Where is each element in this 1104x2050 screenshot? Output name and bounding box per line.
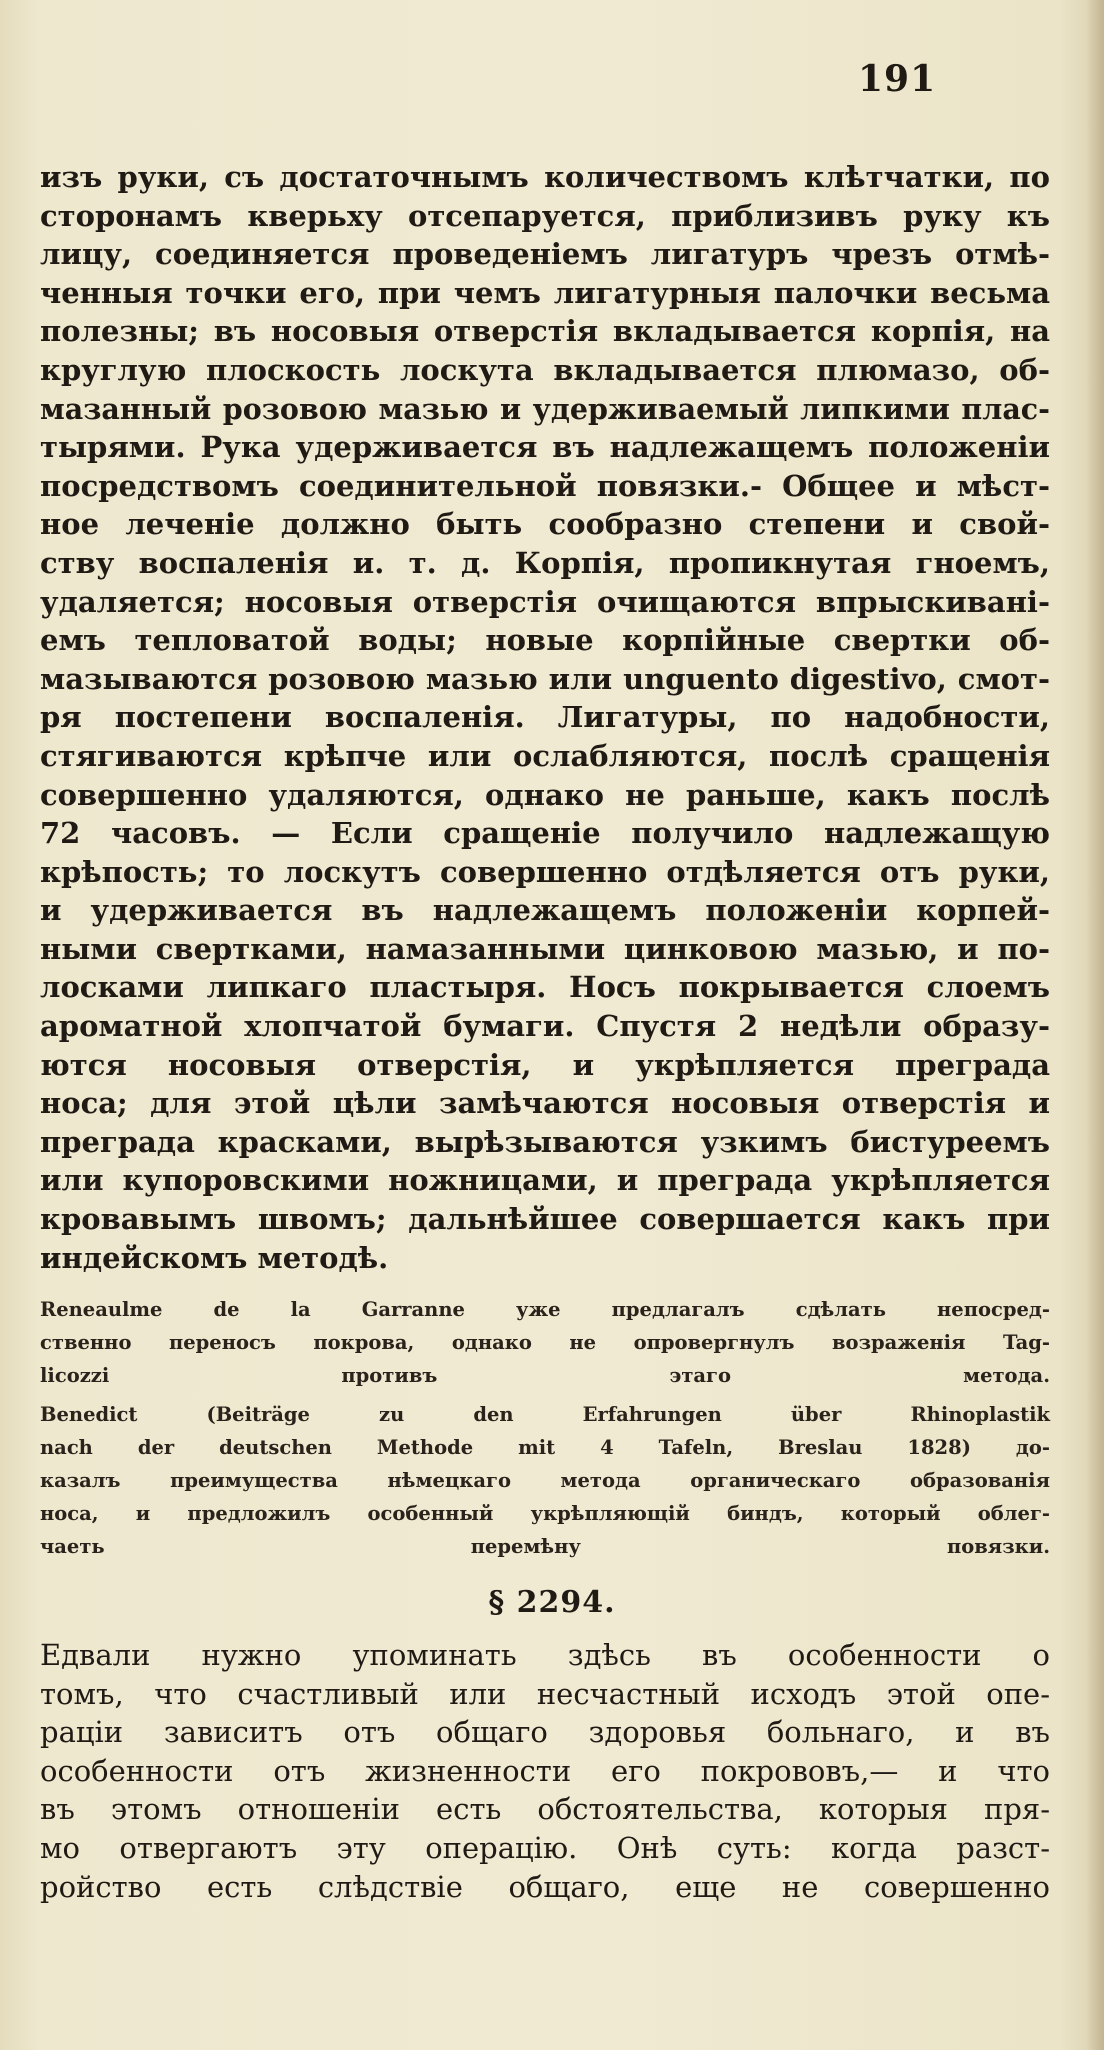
text-line: мазанный розовою мазью и удерживаемый липкими плас- xyxy=(40,391,1050,426)
text-line: кровавымъ швомъ; дальнѣйшее совершается какъ при xyxy=(40,1202,1050,1237)
section-title: § 2294. xyxy=(488,1585,616,1620)
text-line: ными свертками, намазанными цинковою мазью, и по- xyxy=(40,931,1050,966)
section-paragraph xyxy=(40,1636,1050,1906)
text-line: раціи зависитъ отъ общаго здоровья больнаго, и въ xyxy=(40,1715,1050,1750)
text-line: licozzi противъ этаго метода. xyxy=(40,1364,1050,1387)
text-line: ря постепени воспаленія. Лигатуры, по надобности, xyxy=(40,700,1050,735)
text-line: совершенно удаляются, однако не раньше, какъ послѣ xyxy=(40,777,1050,812)
text-line: лосками липкаго пластыря. Носъ покрывается слоемъ xyxy=(40,970,1050,1005)
text-line: 72 часовъ. — Если сращеніе получило надлежащую xyxy=(40,816,1050,851)
text-line: мо отвергаютъ эту операцію. Онѣ суть: когда разст- xyxy=(40,1830,1050,1865)
text-line: носа, и предложилъ особенный укрѣпляющій биндъ, который облег- xyxy=(40,1502,1050,1525)
text-line: или купоровскими ножницами, и преграда укрѣпляется xyxy=(40,1163,1050,1198)
text-line: крѣпость; то лоскутъ совершенно отдѣляется отъ руки, xyxy=(40,854,1050,889)
text-line: Reneaulme de la Garranne уже предлагалъ сдѣлать непосред- xyxy=(40,1298,1050,1321)
text-line: и удерживается въ надлежащемъ положеніи корпей- xyxy=(40,893,1050,928)
page-number: 191 xyxy=(858,58,937,100)
text-line: емъ тепловатой воды; новые корпійные свертки об- xyxy=(40,623,1050,658)
text-line: Едвали нужно упоминать здѣсь въ особенности о xyxy=(40,1638,1050,1672)
text-line: ству воспаленія и. т. д. Корпія, пропикнутая гноемъ, xyxy=(40,545,1050,580)
text-line: стягиваются крѣпче или ослабляются, послѣ сращенія xyxy=(40,738,1050,773)
page-edge-shadow xyxy=(1086,0,1104,2050)
text-line: ароматной хлопчатой бумаги. Спустя 2 недѣли образу- xyxy=(40,1009,1050,1044)
text-line: тырями. Рука удерживается въ надлежащемъ положеніи xyxy=(40,430,1050,465)
text-line: чаеть перемѣну повязки. xyxy=(40,1535,1050,1558)
text-line: мазываются розовою мазью или unguento digestivo, смот- xyxy=(40,661,1050,696)
text-line: ченныя точки его, при чемъ лигатурныя палочки весьма xyxy=(40,275,1050,310)
footnote-reneaulme xyxy=(40,1293,1050,1392)
text-line: особенности отъ жизненности его покрововъ,— и что xyxy=(40,1753,1050,1788)
footnote-benedict xyxy=(40,1398,1050,1563)
text-line: носа; для этой цѣли замѣчаются носовыя отверстія и xyxy=(40,1086,1050,1121)
text-line: томъ, что счастливый или несчастный исходъ этой опе- xyxy=(40,1676,1050,1711)
text-line: преграда красками, вырѣзываются узкимъ бистуреемъ xyxy=(40,1124,1050,1159)
text-line: лицу, соединяется проведеніемъ лигатуръ чрезъ отмѣ- xyxy=(40,237,1050,272)
text-line: ются носовыя отверстія, и укрѣпляется преграда xyxy=(40,1047,1050,1082)
text-line: казалъ преимущества нѣмецкаго метода органическаго образованія xyxy=(40,1469,1050,1492)
text-line: ное леченіе должно быть сообразно степени и свой- xyxy=(40,507,1050,542)
text-line: nach der deutschen Methode mit 4 Tafeln, Breslau 1828) до- xyxy=(40,1436,1050,1459)
text-line: индейскомъ методѣ. xyxy=(40,1240,389,1275)
text-line: изъ руки, съ достаточнымъ количествомъ клѣтчатки, по xyxy=(40,160,1050,194)
text-line: удаляется; носовыя отверстія очищаются впрыскивані- xyxy=(40,584,1050,619)
text-line: полезны; въ носовыя отверстія вкладывается корпія, на xyxy=(40,314,1050,349)
text-line: сторонамъ кверьху отсепаруется, приблизивъ руку къ xyxy=(40,198,1050,233)
text-line: круглую плоскость лоскута вкладывается плюмазо, об- xyxy=(40,352,1050,387)
main-paragraph xyxy=(40,158,1050,1277)
text-line: посредствомъ соединительной повязки.- Общее и мѣст- xyxy=(40,468,1050,503)
text-line: ройство есть слѣдствіе общаго, еще не совершенно xyxy=(40,1869,1050,1904)
text-line: Benedict (Beiträge zu den Erfahrungen über Rhinoplastik xyxy=(40,1403,1050,1426)
text-line: въ этомъ отношеніи есть обстоятельства, которыя пря- xyxy=(40,1792,1050,1827)
text-line: ственно переносъ покрова, однако не опровергнулъ возраженія Tag- xyxy=(40,1331,1050,1354)
